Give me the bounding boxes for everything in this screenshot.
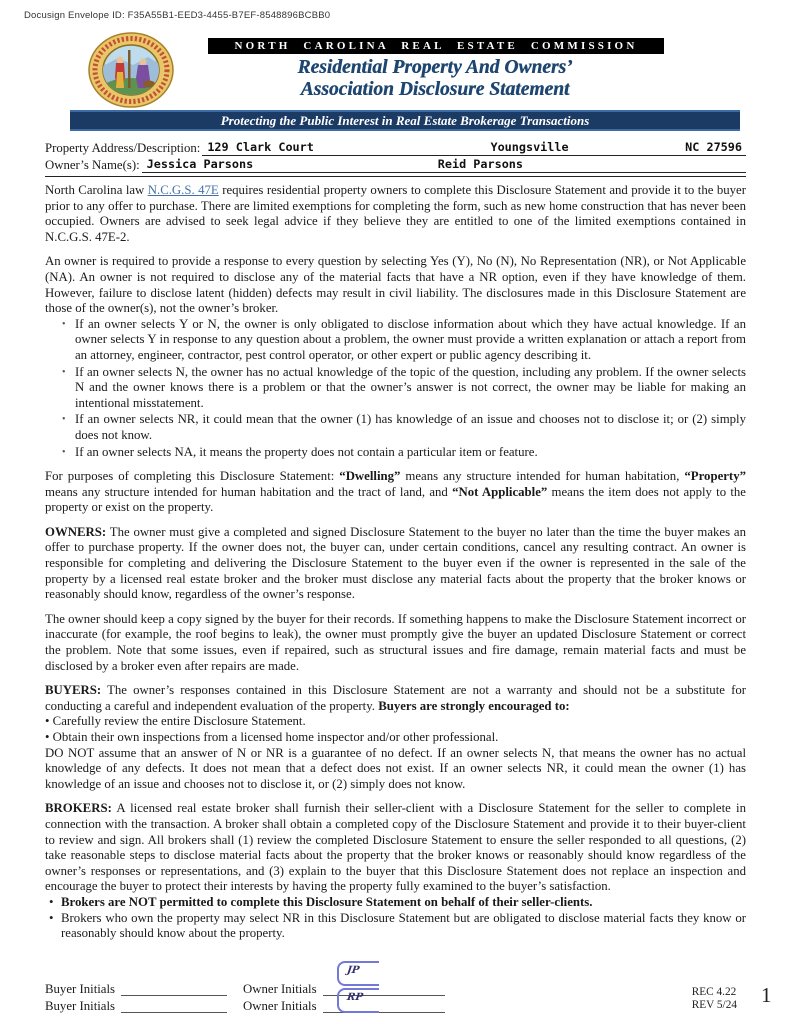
property-address-label: Property Address/Description: xyxy=(45,141,201,155)
owner-names-label: Owner’s Name(s): xyxy=(45,158,140,172)
text-run: DO NOT assume that an answer of N or NR is a guarantee of no defect. If an owner selects N, that means the owner has no actual knowledge of any defects. It does not mean that a defect does not exist. If an owner selects NR, it could mean the owner (1) has knowledge of an issue and chooses not to disclose it, or (2) simply does not know. xyxy=(45,745,746,791)
page-number: 1 xyxy=(761,983,772,1007)
text-run: BROKERS: xyxy=(45,801,112,816)
brokers-paragraph xyxy=(45,801,746,895)
buyer-initials-label-1: Buyer Initials xyxy=(45,982,116,996)
list-item-y-n: • If an owner selects Y or N, the owner is only obligated to disclose information about which they have actual knowledge. If an owner selects Y in response to any question about a problem, the owner must provide a written explanation or attach a report from an attorney, engineer, contractor, pest control operator, or other expert or public agency describing it. xyxy=(75,317,746,364)
owner-initials-label-1: Owner Initials xyxy=(243,982,317,996)
owners-paragraph xyxy=(45,525,746,603)
initials-row-2 xyxy=(45,998,445,1014)
text-run: Brokers who own the property may select NR in this Disclosure Statement but are obligated to disclose material facts they know or reasonably should know about the property. xyxy=(61,910,746,941)
document-body xyxy=(45,183,746,942)
response-options-list xyxy=(45,317,746,460)
docusign-initials-stamp-1[interactable] xyxy=(337,961,383,986)
text-run: North Carolina law xyxy=(45,183,148,197)
text-run: “Not Applicable” xyxy=(452,484,548,499)
form-fill-section xyxy=(45,139,746,177)
copy-paragraph xyxy=(45,612,746,674)
text-run: Brokers are NOT permitted to complete this Disclosure Statement on behalf of their seller-clients. xyxy=(61,894,593,909)
text-run: “Dwelling” xyxy=(339,469,401,484)
text-run: Buyers are strongly encouraged to: xyxy=(378,698,570,713)
text-run: An owner is required to provide a response to every question by selecting Yes (Y), No (N), No Representation (NR), or Not Applicable (NA). An owner is not required to disclose any of the material facts that have a NR option, even if they have knowledge of them. However, failure to disclose latent (hidden) defects may result in civil liability. The disclosures made in this Disclosure Statement are those of the owner(s), not the owner’s broker. xyxy=(45,254,746,316)
commission-name-bar: NORTH CAROLINA REAL ESTATE COMMISSION xyxy=(208,38,664,54)
buyer-initials-label-2: Buyer Initials xyxy=(45,999,116,1013)
docusign-envelope-id: Docusign Envelope ID: F35A55B1-EED3-4455-B7EF-8548896BCBB0 xyxy=(24,10,331,21)
text-run: means any structure intended for human habitation and the tract of land, and xyxy=(45,484,453,499)
rev-date: REV 5/24 xyxy=(691,999,737,1011)
document-title-line1: Residential Property And Owners’ xyxy=(297,57,573,78)
buyers-line-inspections: • Obtain their own inspections from a licensed home inspector and/or other professional. xyxy=(45,730,499,744)
text-run: means the item does not apply to the property or exist on the property. xyxy=(45,484,746,515)
owner1-initials-signature: JP xyxy=(346,965,361,976)
broker-bullet-not-permitted xyxy=(61,895,746,911)
rec-number: REC 4.22 xyxy=(691,986,737,998)
owner-names-row xyxy=(45,156,746,173)
do-not-paragraph xyxy=(45,746,746,793)
text-run: The owner should keep a copy signed by the buyer for their records. If something happens to make the Disclosure Statement incorrect or inaccurate (for example, the roof begins to leak), the owner must promptly give the buyer an updated Disclosure Statement or correct the problem. Note that some issues, even if repaired, such as structural issues and fire damage, remain material facts and must be disclosed by a broker even after repairs are made. xyxy=(45,611,746,673)
buyers-line-review: • Carefully review the entire Disclosure Statement. xyxy=(45,714,306,729)
response-paragraph xyxy=(45,254,746,316)
statute-link[interactable]: N.C.G.S. 47E xyxy=(147,183,219,197)
owner1-name-value: Jessica Parsons xyxy=(146,157,254,171)
list-item-n: • If an owner selects N, the owner has no actual knowledge of the topic of the question, including any problem. If the owner selects N and the owner knows there is a problem or that the owner’s answer is not correct, the owner may be liable for making an intentional misstatement. xyxy=(75,365,746,412)
property-address-row xyxy=(45,139,746,156)
docusign-initials-stamp-2[interactable] xyxy=(337,988,383,1013)
text-run: “Property” xyxy=(684,469,746,484)
initials-row-1 xyxy=(45,981,445,997)
property-address-value: 129 Clark Court xyxy=(207,140,314,154)
text-run: For purposes of completing this Disclosure Statement: xyxy=(45,469,340,484)
owner-initials-label-2: Owner Initials xyxy=(243,999,317,1013)
text-run: The owner must give a completed and signed Disclosure Statement to the buyer no later than the time the buyer makes an offer to purchase property. If the owner does not, the buyer can, under certain conditions, cancel any resulting contract. An owner is responsible for completing and delivering the Disclosure Statement to the buyer even if the owner is represented in the sale of the property by a licensed real estate broker and the broker must disclose any material facts about the property that the broker knows or reasonably should know, regardless of the owner’s response. xyxy=(45,524,746,602)
tagline-banner: Protecting the Public Interest in Real Estate Brokerage Transactions xyxy=(70,110,740,131)
buyer-initials-line-1[interactable] xyxy=(121,983,227,996)
text-run: The owner’s responses contained in this Disclosure Statement are not a warranty and should not be a substitute for conducting a careful and independent evaluation of the property. xyxy=(45,683,746,713)
section-divider-rule xyxy=(45,176,746,177)
buyer-initials-line-2[interactable] xyxy=(121,1000,227,1013)
initials-block xyxy=(45,981,445,1015)
intro-paragraph xyxy=(45,183,746,245)
text-run: BUYERS: xyxy=(45,683,102,698)
property-city-value: Youngsville xyxy=(490,140,569,154)
text-run: requires residential property owners to complete this Disclosure Statement and provide it to the buyer prior to any offer to purchase. There are limited exemptions for completing the form, such as new home construction that has never been occupied. Owners are advised to seek legal advice if they believe they are entitled to one of the limited exemptions contained in N.C.G.S. 47E-2. xyxy=(45,183,746,244)
document-title xyxy=(150,57,720,100)
property-state-zip-value: NC 27596 xyxy=(685,140,742,154)
form-revision-block xyxy=(692,986,737,1012)
definitions-paragraph xyxy=(45,469,746,516)
text-run: OWNERS: xyxy=(45,524,107,539)
list-item-na: • If an owner selects NA, it means the property does not contain a particular item or feature. xyxy=(75,445,746,461)
buyers-paragraph xyxy=(45,683,746,714)
owner-names-field[interactable] xyxy=(142,156,746,173)
text-run: means any structure intended for human habitation, xyxy=(400,469,685,484)
brokers-list xyxy=(45,895,746,942)
list-item-nr: • If an owner selects NR, it could mean that the owner (1) has knowledge of an issue and chooses not to disclose it; or (2) simply does not know. xyxy=(75,412,746,443)
owner2-name-value: Reid Parsons xyxy=(437,157,524,171)
text-run: A licensed real estate broker shall furnish their seller-client with a Disclosure Statement for the seller to complete in connection with the transaction. A broker shall obtain a completed copy of the Disclosure Statement and provide it to their buyer-client to review and sign. All brokers shall (1) review the completed Disclosure Statement to ensure the seller responded to all questions, (2) take reasonable steps to disclose material facts about the property that the broker knows or reasonably should know regardless of the owner’s responses or representations, and (3) explain to the buyer that this Disclosure Statement does not replace an inspection and encourage the buyer to protect their interests by having the property fully examined to the buyer’s satisfaction. xyxy=(45,801,746,894)
broker-bullet-own-property xyxy=(61,911,746,942)
document-title-line2: Association Disclosure Statement xyxy=(300,78,570,100)
property-address-field[interactable] xyxy=(202,139,746,156)
owner2-initials-signature: RP xyxy=(346,992,364,1003)
